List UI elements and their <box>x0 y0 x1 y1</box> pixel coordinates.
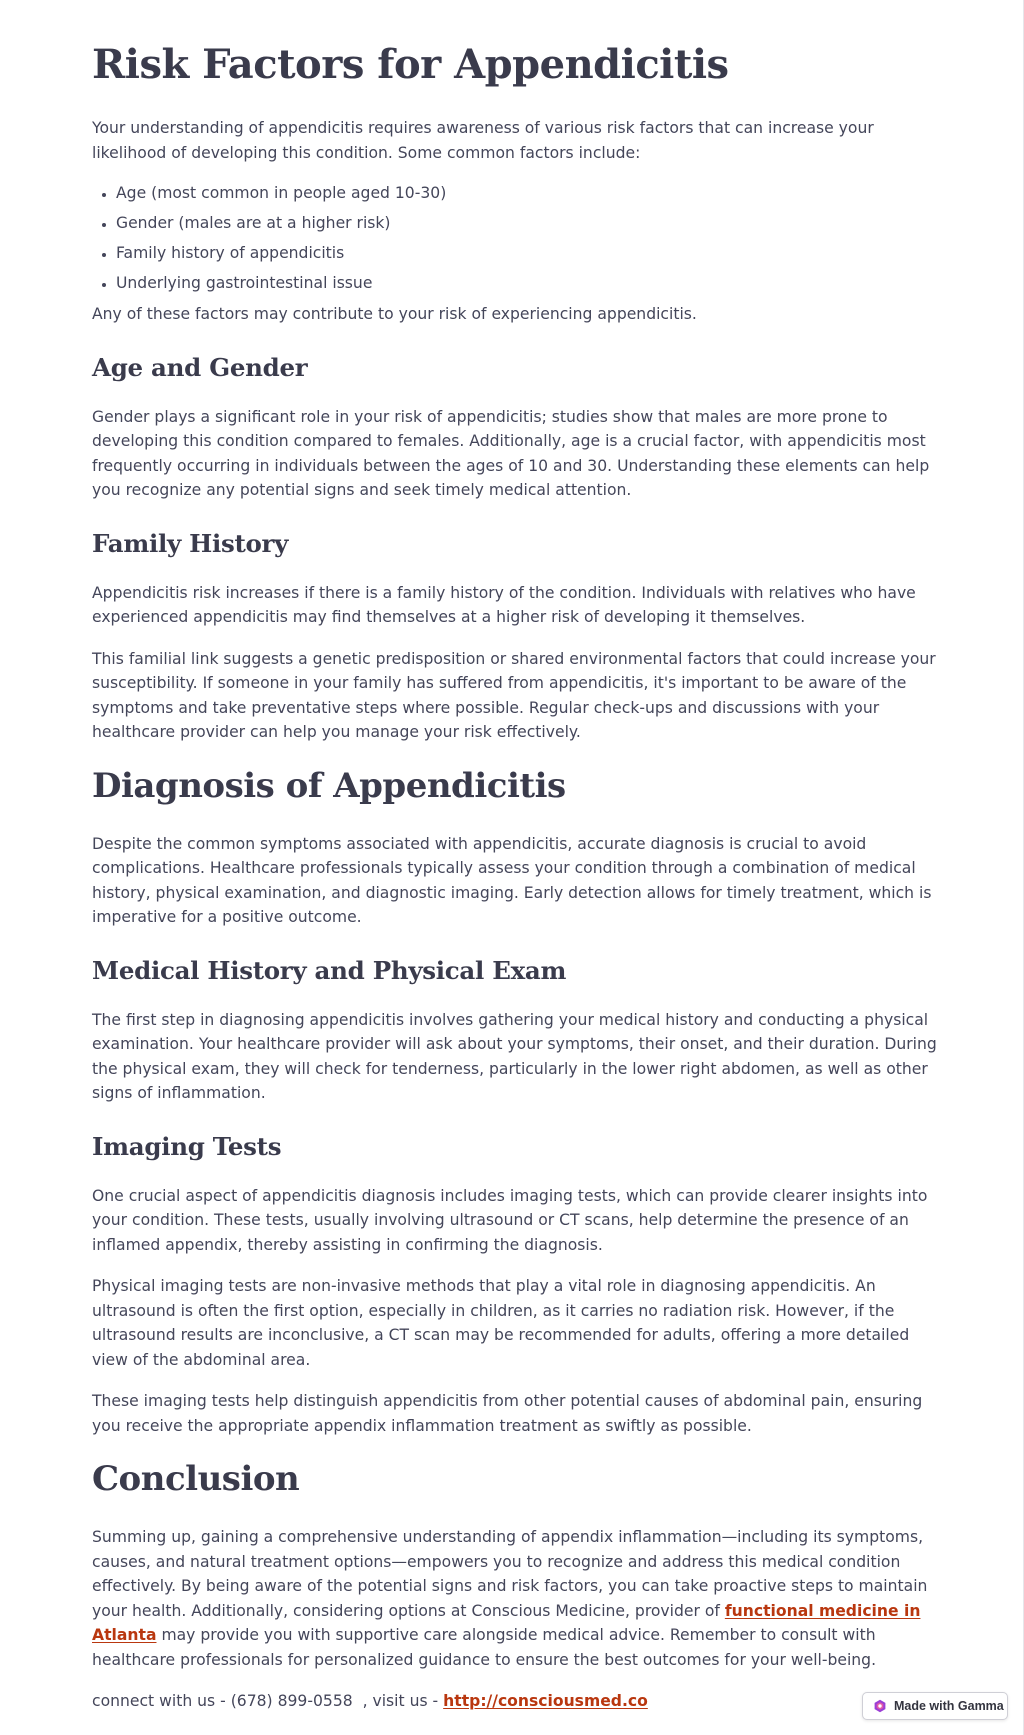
imaging-tests-heading: Imaging Tests <box>92 1131 282 1161</box>
imaging-paragraph-1: One crucial aspect of appendicitis diagnosis includes imaging tests, which can provide clearer insights into your condition. These tests, usually involving ultrasound or CT scans, help determine the presence of an inflamed appendix, thereby assisting in confirming the diagnosis. <box>92 1186 928 1254</box>
risk-factors-heading: Risk Factors for Appendicitis <box>92 41 729 88</box>
family-history-paragraph-1: Appendicitis risk increases if there is a family history of the condition. Individuals with relatives who have experienced appendicitis may find themselves at a higher risk of developing it themselves. <box>92 583 916 627</box>
conclusion-text-before-link: Summing up, gaining a comprehensive understanding of appendix inflammation—including its symptoms, causes, and natural treatment options—empowers you to recognize and address this medical condition effectively. By being aware of the potential signs and risk factors, you can take proactive steps to maintain your health. Additionally, considering options at Conscious Medicine, provider of <box>92 1528 928 1620</box>
gamma-logo-icon <box>873 1699 887 1713</box>
contact-line <box>92 1689 942 1714</box>
age-gender-paragraph: Gender plays a significant role in your risk of appendicitis; studies show that males are more prone to developing this condition compared to females. Additionally, age is a crucial factor, with appendicitis most frequently occurring in individuals between the ages of 10 and 30. Understanding these elements can help you recognize any potential signs and seek timely medical attention. <box>92 407 930 500</box>
medical-history-heading: Medical History and Physical Exam <box>92 955 567 985</box>
conclusion-text-after-link: may provide you with supportive care alongside medical advice. Remember to consult with healthcare professionals for personalized guidance to ensure the best outcomes for your well-being. <box>92 1626 877 1669</box>
list-item: • Underlying gastrointestinal issue <box>116 271 942 296</box>
medical-history-paragraph: The first step in diagnosing appendicitis involves gathering your medical history and conducting a physical examination. Your healthcare provider will ask about your symptoms, their onset, and their duration. During the physical exam, they will check for tenderness, particularly in the lower right abdomen, as well as other signs of inflammation. <box>92 1010 937 1103</box>
age-gender-heading: Age and Gender <box>92 352 308 382</box>
functional-medicine-link[interactable]: functional medicine in Atlanta <box>92 1601 921 1645</box>
list-item: • Age (most common in people aged 10-30) <box>116 181 942 206</box>
conclusion-heading: Conclusion <box>92 1459 300 1500</box>
imaging-paragraph-3: These imaging tests help distinguish appendicitis from other potential causes of abdominal pain, ensuring you receive the appropriate appendix inflammation treatment as swiftly as possible. <box>92 1392 923 1435</box>
imaging-paragraph-2: Physical imaging tests are non-invasive methods that play a vital role in diagnosing appendicitis. An ultrasound is often the first option, especially in children, as it carries no radiation risk. However, if the ultrasound results are inconclusive, a CT scan may be recommended for adults, offering a more detailed view of the abdominal area. <box>92 1277 910 1369</box>
risk-factors-outro: Any of these factors may contribute to your risk of experiencing appendicitis. <box>92 305 697 324</box>
diagnosis-paragraph: Despite the common symptoms associated with appendicitis, accurate diagnosis is crucial to avoid complications. Healthcare professionals typically assess your condition through a combination of medical history, physical examination, and diagnostic imaging. Early detection allows for timely treatment, which is imperative for a positive outcome. <box>92 834 932 927</box>
list-item: • Family history of appendicitis <box>116 241 942 266</box>
contact-text: connect with us - (678) 899-0558 , visit us - <box>92 1692 444 1711</box>
website-link[interactable]: http://consciousmed.co <box>443 1692 648 1711</box>
diagnosis-heading: Diagnosis of Appendicitis <box>92 765 566 806</box>
risk-factors-list <box>92 181 942 295</box>
risk-factors-intro: Your understanding of appendicitis requires awareness of various risk factors that can increase your likelihood of developing this condition. Some common factors include: <box>92 119 874 162</box>
family-history-paragraph-2: This familial link suggests a genetic predisposition or shared environmental factors that could increase your susceptibility. If someone in your family has suffered from appendicitis, it's important to be aware of the symptoms and take preventative steps where possible. Regular check-ups and discussions with your healthcare provider can help you manage your risk effectively. <box>92 649 936 742</box>
list-item: • Gender (males are at a higher risk) <box>116 211 942 236</box>
article-content <box>92 34 942 1714</box>
made-with-gamma-badge[interactable] <box>862 1692 1008 1720</box>
family-history-heading: Family History <box>92 528 289 558</box>
conclusion-paragraph <box>92 1525 942 1672</box>
badge-label: Made with Gamma <box>894 1699 1004 1713</box>
